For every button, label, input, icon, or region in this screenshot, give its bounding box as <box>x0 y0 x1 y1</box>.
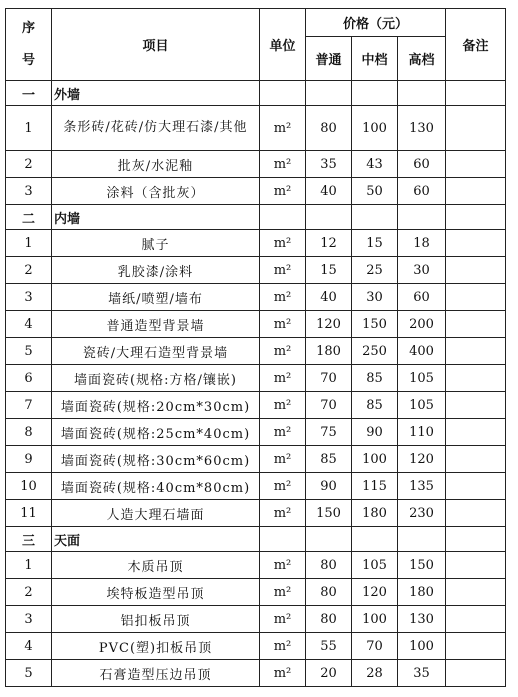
table-row <box>6 230 506 257</box>
row-price-high: 60 <box>398 284 446 311</box>
row-price-normal: 80 <box>306 606 352 633</box>
header-unit: 单位 <box>260 9 306 81</box>
row-price-normal: 85 <box>306 446 352 473</box>
row-price-normal: 55 <box>306 633 352 660</box>
row-price-normal: 20 <box>306 660 352 687</box>
row-price-mid: 105 <box>352 552 398 579</box>
section-row <box>6 527 506 552</box>
row-price-mid: 100 <box>352 606 398 633</box>
row-item-name: 批灰/水泥釉 <box>52 151 260 178</box>
row-price-mid: 90 <box>352 419 398 446</box>
row-price-high: 35 <box>398 660 446 687</box>
table-row <box>6 151 506 178</box>
row-unit: m² <box>260 473 306 500</box>
row-price-high: 18 <box>398 230 446 257</box>
table-row <box>6 338 506 365</box>
row-number: 1 <box>6 552 52 579</box>
row-remark <box>446 392 506 419</box>
row-unit: m² <box>260 365 306 392</box>
row-remark <box>446 257 506 284</box>
row-price-mid: 28 <box>352 660 398 687</box>
row-number: 1 <box>6 106 52 151</box>
row-item-name: 腻子 <box>52 230 260 257</box>
row-remark <box>446 151 506 178</box>
row-price-high: 120 <box>398 446 446 473</box>
row-item-name: 墙面瓷砖(规格:40cm*80cm) <box>52 473 260 500</box>
row-unit: m² <box>260 257 306 284</box>
row-number: 5 <box>6 660 52 687</box>
row-number: 4 <box>6 633 52 660</box>
row-unit: m² <box>260 106 306 151</box>
row-number: 7 <box>6 392 52 419</box>
row-price-mid: 100 <box>352 446 398 473</box>
row-item-name: 石膏造型压边吊顶 <box>52 660 260 687</box>
row-number: 10 <box>6 473 52 500</box>
row-remark <box>446 552 506 579</box>
header-normal: 普通 <box>306 37 352 81</box>
row-item-name: 木质吊顶 <box>52 552 260 579</box>
row-remark <box>446 473 506 500</box>
row-price-high: 400 <box>398 338 446 365</box>
row-unit: m² <box>260 419 306 446</box>
row-price-normal: 12 <box>306 230 352 257</box>
row-remark <box>446 606 506 633</box>
row-item-name: 人造大理石墙面 <box>52 500 260 527</box>
row-price-normal: 80 <box>306 106 352 151</box>
section-title: 外墙 <box>52 81 260 106</box>
row-unit: m² <box>260 633 306 660</box>
row-price-normal: 70 <box>306 392 352 419</box>
row-number: 3 <box>6 284 52 311</box>
row-price-mid: 25 <box>352 257 398 284</box>
row-number: 3 <box>6 178 52 205</box>
row-price-mid: 250 <box>352 338 398 365</box>
row-unit: m² <box>260 230 306 257</box>
row-price-mid: 180 <box>352 500 398 527</box>
row-price-high: 100 <box>398 633 446 660</box>
row-price-normal: 75 <box>306 419 352 446</box>
header-remark: 备注 <box>446 9 506 81</box>
table-row <box>6 284 506 311</box>
row-item-name: 墙纸/喷塑/墙布 <box>52 284 260 311</box>
row-price-normal: 40 <box>306 284 352 311</box>
row-price-normal: 90 <box>306 473 352 500</box>
table-row <box>6 446 506 473</box>
row-number: 6 <box>6 365 52 392</box>
row-unit: m² <box>260 338 306 365</box>
row-remark <box>446 579 506 606</box>
row-price-high: 130 <box>398 606 446 633</box>
row-unit: m² <box>260 552 306 579</box>
row-price-high: 180 <box>398 579 446 606</box>
table-row <box>6 311 506 338</box>
row-price-normal: 35 <box>306 151 352 178</box>
table-row <box>6 178 506 205</box>
row-remark <box>446 365 506 392</box>
row-unit: m² <box>260 178 306 205</box>
row-price-mid: 30 <box>352 284 398 311</box>
row-price-mid: 120 <box>352 579 398 606</box>
table-row <box>6 660 506 687</box>
row-remark <box>446 284 506 311</box>
table-row <box>6 419 506 446</box>
row-remark <box>446 178 506 205</box>
row-price-mid: 15 <box>352 230 398 257</box>
row-remark <box>446 660 506 687</box>
section-title: 天面 <box>52 527 260 552</box>
table-body <box>6 81 506 687</box>
row-price-high: 105 <box>398 365 446 392</box>
row-remark <box>446 633 506 660</box>
row-price-high: 150 <box>398 552 446 579</box>
table-row <box>6 552 506 579</box>
row-price-mid: 100 <box>352 106 398 151</box>
row-item-name: 瓷砖/大理石造型背景墙 <box>52 338 260 365</box>
row-unit: m² <box>260 284 306 311</box>
row-price-high: 200 <box>398 311 446 338</box>
table-row <box>6 392 506 419</box>
row-price-mid: 85 <box>352 392 398 419</box>
row-remark <box>446 338 506 365</box>
row-price-normal: 15 <box>306 257 352 284</box>
section-row <box>6 205 506 230</box>
row-price-high: 60 <box>398 178 446 205</box>
header-item: 项目 <box>52 9 260 81</box>
row-item-name: 埃特板造型吊顶 <box>52 579 260 606</box>
section-number: 一 <box>6 81 52 106</box>
header-seq: 序 号 <box>6 9 52 81</box>
row-item-name: 墙面瓷砖(规格:方格/镶嵌) <box>52 365 260 392</box>
row-number: 11 <box>6 500 52 527</box>
row-price-mid: 150 <box>352 311 398 338</box>
row-item-name: 墙面瓷砖(规格:25cm*40cm) <box>52 419 260 446</box>
row-unit: m² <box>260 579 306 606</box>
row-price-normal: 120 <box>306 311 352 338</box>
table-row <box>6 257 506 284</box>
row-item-name: 墙面瓷砖(规格:20cm*30cm) <box>52 392 260 419</box>
row-unit: m² <box>260 500 306 527</box>
row-number: 2 <box>6 579 52 606</box>
row-number: 4 <box>6 311 52 338</box>
row-price-high: 105 <box>398 392 446 419</box>
row-remark <box>446 446 506 473</box>
row-unit: m² <box>260 151 306 178</box>
row-price-normal: 150 <box>306 500 352 527</box>
header-mid: 中档 <box>352 37 398 81</box>
row-item-name: 乳胶漆/涂料 <box>52 257 260 284</box>
row-unit: m² <box>260 446 306 473</box>
section-number: 二 <box>6 205 52 230</box>
row-number: 3 <box>6 606 52 633</box>
row-price-mid: 70 <box>352 633 398 660</box>
row-price-high: 60 <box>398 151 446 178</box>
row-price-high: 30 <box>398 257 446 284</box>
row-item-name: 条形砖/花砖/仿大理石漆/其他 <box>52 106 260 151</box>
row-number: 8 <box>6 419 52 446</box>
row-number: 9 <box>6 446 52 473</box>
row-remark <box>446 106 506 151</box>
row-number: 1 <box>6 230 52 257</box>
row-price-mid: 115 <box>352 473 398 500</box>
row-price-normal: 70 <box>306 365 352 392</box>
row-item-name: 普通造型背景墙 <box>52 311 260 338</box>
row-price-normal: 40 <box>306 178 352 205</box>
row-price-mid: 43 <box>352 151 398 178</box>
table-row <box>6 365 506 392</box>
row-item-name: 涂料（含批灰） <box>52 178 260 205</box>
row-price-mid: 50 <box>352 178 398 205</box>
row-item-name: 铝扣板吊顶 <box>52 606 260 633</box>
row-price-high: 130 <box>398 106 446 151</box>
row-remark <box>446 419 506 446</box>
table-row <box>6 106 506 151</box>
row-price-normal: 80 <box>306 579 352 606</box>
row-price-normal: 180 <box>306 338 352 365</box>
row-price-normal: 80 <box>306 552 352 579</box>
table-row <box>6 500 506 527</box>
row-item-name: PVC(塑)扣板吊顶 <box>52 633 260 660</box>
row-price-mid: 85 <box>352 365 398 392</box>
price-table <box>5 8 506 687</box>
row-unit: m² <box>260 606 306 633</box>
row-price-high: 135 <box>398 473 446 500</box>
section-number: 三 <box>6 527 52 552</box>
row-price-high: 230 <box>398 500 446 527</box>
row-remark <box>446 311 506 338</box>
row-number: 5 <box>6 338 52 365</box>
section-title: 内墙 <box>52 205 260 230</box>
row-remark <box>446 230 506 257</box>
row-unit: m² <box>260 311 306 338</box>
section-row <box>6 81 506 106</box>
header-high: 高档 <box>398 37 446 81</box>
table-row <box>6 606 506 633</box>
header-price: 价格（元） <box>306 9 446 37</box>
table-row <box>6 579 506 606</box>
row-price-high: 110 <box>398 419 446 446</box>
row-item-name: 墙面瓷砖(规格:30cm*60cm) <box>52 446 260 473</box>
row-remark <box>446 500 506 527</box>
row-unit: m² <box>260 660 306 687</box>
table-row <box>6 633 506 660</box>
row-number: 2 <box>6 151 52 178</box>
row-unit: m² <box>260 392 306 419</box>
table-row <box>6 473 506 500</box>
row-number: 2 <box>6 257 52 284</box>
